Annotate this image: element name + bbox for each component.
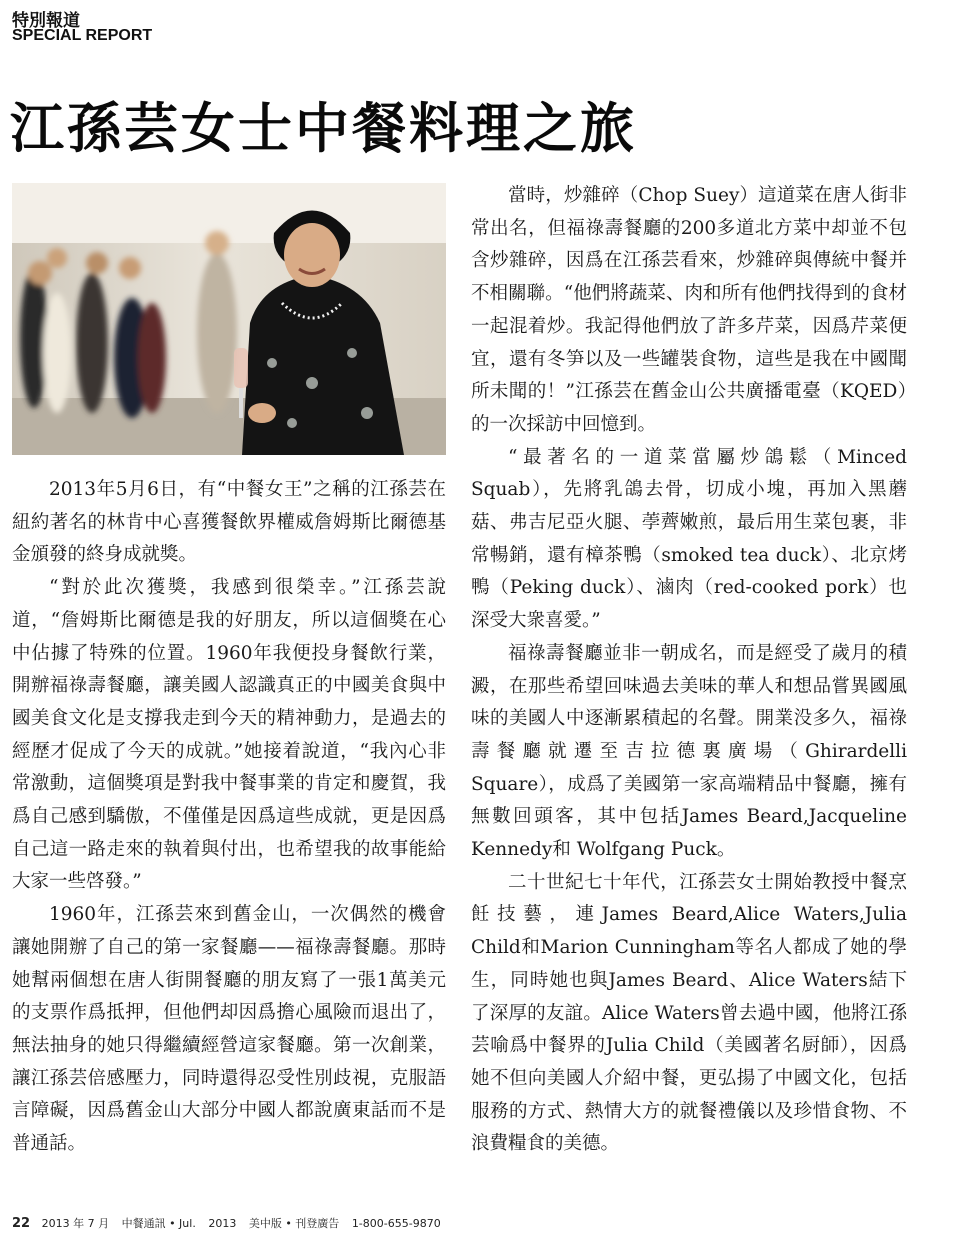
footer-date: 2013 年 7 月: [41, 1217, 110, 1230]
section-label-en: SPECIAL REPORT: [12, 27, 153, 44]
section-label-cn: 特別報道: [12, 11, 80, 31]
footer-edition: 美中版 • 刊登廣告: [248, 1217, 340, 1230]
article-title: 江孫芸女士中餐料理之旅: [10, 96, 637, 160]
paragraph: “最著名的一道菜當屬炒鴿鬆（Minced Squab），先將乳鴿去骨，切成小塊，再加入黑蘑菇、弗吉尼亞火腿、荸薺嫩煎，最后用生菜包裹，非常暢銷，還有樟茶鴨（smoked tea duck）、北京烤鴨（Peking duck）、滷肉（red-cooked pork）也深受大衆喜愛。”: [471, 446, 907, 632]
paragraph: 當時，炒雜碎（Chop Suey）這道菜在唐人街非常出名，但福祿壽餐廳的200多道北方菜中却並不包含炒雜碎，因爲在江孫芸看來，炒雜碎與傳統中餐并不相關聯。“他們將蔬菜、肉和所有他們找得到的食材一起混着炒。我記得他們放了許多芹菜，因爲芹菜便宜，還有冬笋以及一些罐裝食物，這些是我在中國聞所未聞的！”江孫芸在舊金山公共廣播電臺（KQED）的一次採訪中回憶到。: [471, 185, 907, 435]
photo-portrait-icon: [12, 183, 446, 455]
right-column: [471, 180, 907, 1161]
paragraph: 福祿壽餐廳並非一朝成名，而是經受了歲月的積澱，在那些希望回味過去美味的華人和想品嘗異國風味的美國人中逐漸累積起的名聲。開業没多久，福祿壽餐廳就遷至吉拉德裏廣場（Ghirardelli Square），成爲了美國第一家高端精品中餐廳，擁有無數回頭客，其中包括James Beard,Jacqueline Kennedy和 Wolfgang Puck。: [471, 642, 907, 861]
paragraph: “對於此次獲獎，我感到很榮幸。”江孫芸說道，“詹姆斯比爾德是我的好朋友，所以這個獎在心中佔據了特殊的位置。1960年我便投身餐飲行業，開辦福祿壽餐廳，讓美國人認識真正的中國美食與中國美食文化是支撐我走到今天的精神動力，是過去的經歷才促成了今天的成就。”她接着說道，“我內心非常激動，這個獎項是對我中餐事業的肯定和慶賀，我爲自己感到驕傲，不僅僅是因爲這些成就，更是因爲自己這一路走來的執着與付出，也希望我的故事能給大家一些啓發。”: [12, 577, 446, 893]
article-photo: [12, 183, 446, 455]
footer-magazine: 中餐通訊 • Jul.: [121, 1217, 196, 1230]
page-footer: [12, 1215, 450, 1231]
footer-phone: 1-800-655-9870: [351, 1217, 441, 1230]
paragraph: 2013年5月6日，有“中餐女王”之稱的江孫芸在紐約著名的林肯中心喜獲餐飲界權威詹姆斯比爾德基金頒發的終身成就獎。: [12, 479, 446, 566]
paragraph: 二十世紀七十年代，江孫芸女士開始教授中餐烹飪技藝，連James Beard,Alice Waters,Julia Child和Marion Cunningham等名人都成了她的學生，同時她也與James Beard、Alice Waters結下了深厚的友誼。Alice Waters曾去過中國，他將江孫芸喻爲中餐界的Julia Child（美國著名厨師），因爲她不但向美國人介紹中餐，更弘揚了中國文化，包括服務的方式、熱情大方的就餐禮儀以及珍惜食物、不浪費糧食的美德。: [471, 871, 907, 1155]
left-column: [12, 474, 446, 1161]
footer-year: 2013: [208, 1217, 237, 1230]
paragraph: 1960年，江孫芸來到舊金山，一次偶然的機會讓她開辦了自己的第一家餐廳——福祿壽餐廳。那時她幫兩個想在唐人街開餐廳的朋友寫了一張1萬美元的支票作爲抵押，但他們却因爲擔心風險而退出了，無法抽身的她只得繼續經營這家餐廳。第一次創業，讓江孫芸倍感壓力，同時還得忍受性別歧視，克服語言障礙，因爲舊金山大部分中國人都說廣東話而不是普通話。: [12, 904, 446, 1155]
page-number: 22: [12, 1216, 31, 1231]
